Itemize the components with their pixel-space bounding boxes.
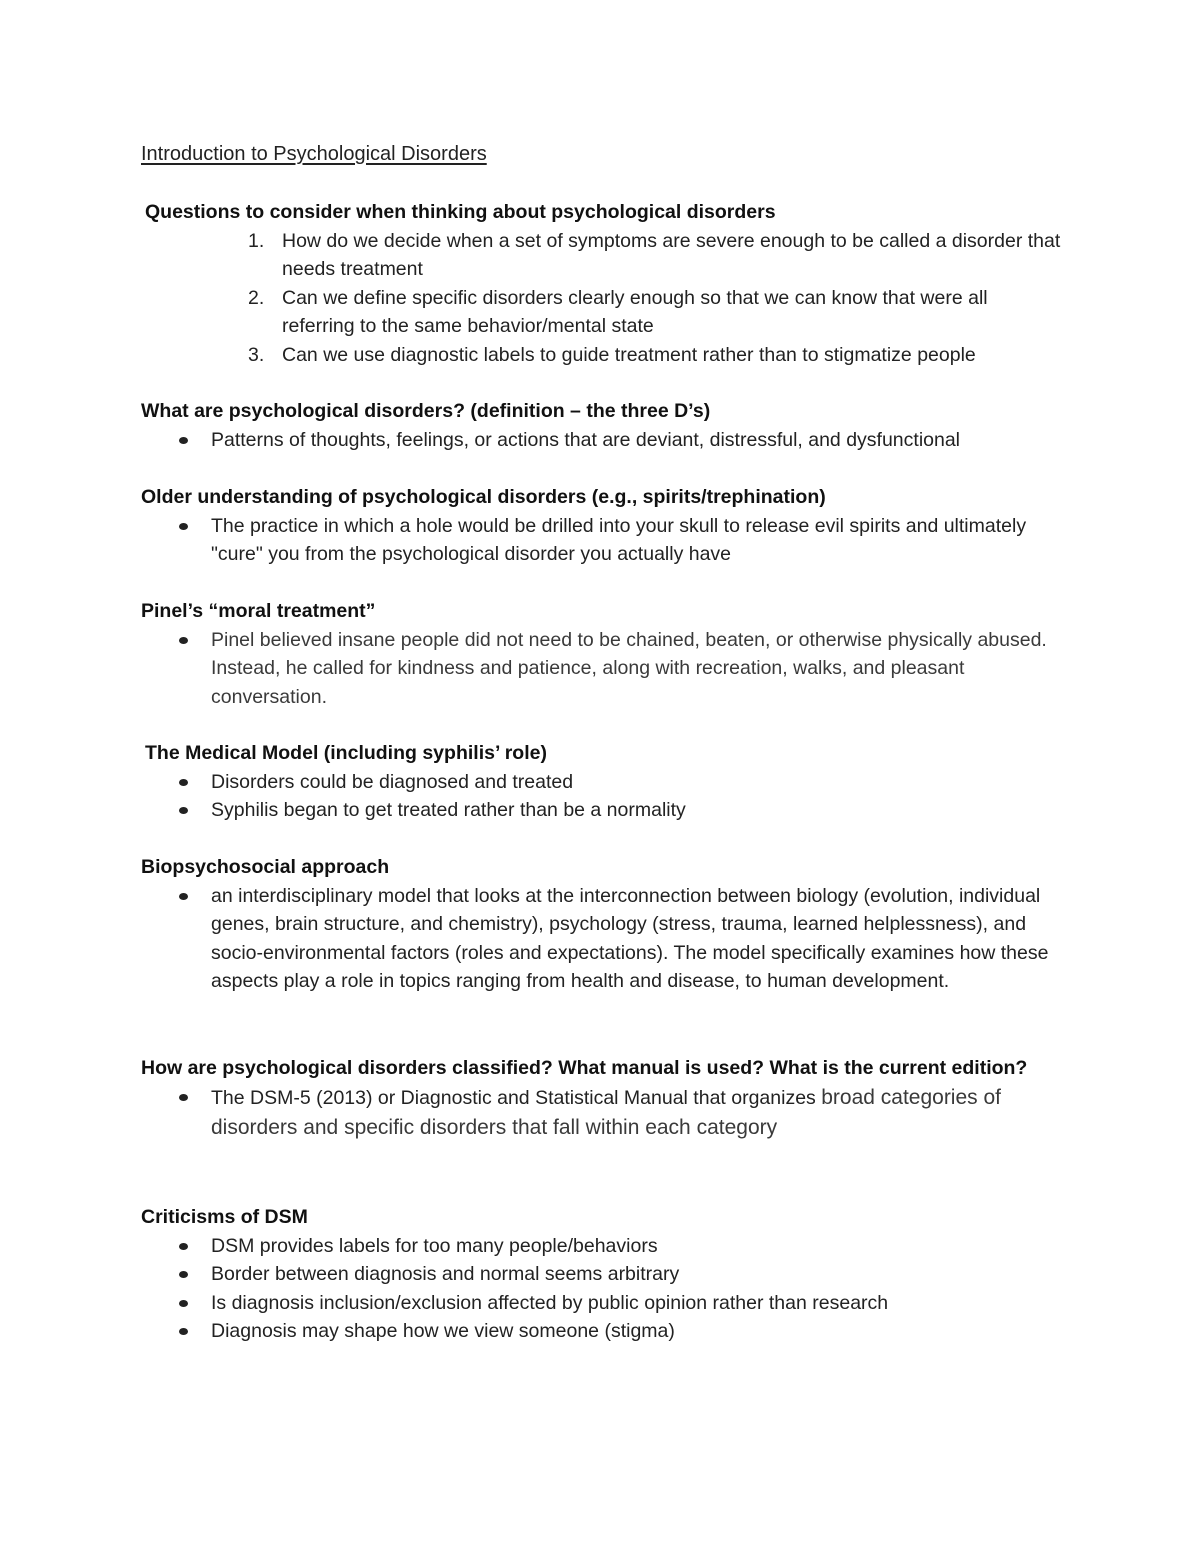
list-item-text: Can we define specific disorders clearly enough so that we can know that were all referring to the same behavior/mental state [282,286,988,337]
section-medical-model [141,739,1061,825]
bullet-icon [179,523,188,530]
list-item [141,768,1061,797]
bullet-list [141,512,1061,569]
bullet-list [141,1232,1061,1346]
section-questions [141,198,1061,369]
section-heading: Pinel’s “moral treatment” [141,600,376,622]
list-item [141,512,1061,569]
section-heading: Questions to consider when thinking about psychological disorders [145,201,776,223]
list-item-text: Is diagnosis inclusion/exclusion affected by public opinion rather than research [211,1291,889,1314]
list-item-text: an interdisciplinary model that looks at the interconnection between biology (evolution, individual genes, brain structure, and chemistry), psychology (stress, trauma, learned helplessness), and socio-environmental factors (roles and expectations). The model specifically examines how these aspects play a role in topics ranging from health and disease, to human development. [211,884,1049,992]
list-item [141,341,1061,370]
bullet-list [141,768,1061,825]
list-item [141,1317,1061,1346]
list-item [141,227,1061,284]
list-number: 2. [248,286,265,309]
list-item-text: Border between diagnosis and normal seems arbitrary [211,1263,680,1285]
bullet-list [141,1083,1061,1143]
section-criticisms [141,1203,1061,1346]
list-item-text: Can we use diagnostic labels to guide treatment rather than to stigmatize people [282,343,976,366]
list-item-text: How do we decide when a set of symptoms are severe enough to be called a disorder that needs treatment [282,229,1061,280]
list-item [141,882,1061,996]
section-definition [141,397,1061,454]
bullet-icon [179,893,188,900]
bullet-list [141,882,1061,996]
list-item [141,1260,1061,1289]
list-item-text: Diagnosis may shape how we view someone (stigma) [211,1320,675,1342]
section-older-understanding [141,483,1061,569]
list-item [141,1232,1061,1261]
bullet-icon [179,807,188,814]
list-item [141,626,1061,712]
section-heading: The Medical Model (including syphilis’ role) [145,742,547,764]
list-item-text: Pinel believed insane people did not need to be chained, beaten, or otherwise physically abused. Instead, he called for kindness and patience, along with recreation, walks, and pleasant conversation. [211,628,1047,708]
bullet-icon [179,779,188,786]
list-item-text: The practice in which a hole would be drilled into your skull to release evil spirits and ultimately "cure" you from the psychological disorder you actually have [211,514,1027,565]
numbered-list [141,227,1061,370]
list-item [141,284,1061,341]
list-item [141,1289,1061,1318]
bullet-icon [179,437,188,444]
bullet-icon [179,1243,188,1250]
section-heading: Criticisms of DSM [141,1206,308,1228]
list-number: 3. [248,343,265,366]
list-item-text: DSM provides labels for too many people/behaviors [211,1234,658,1257]
bullet-icon [179,1094,188,1101]
bullet-list [141,426,1061,455]
bullet-icon [179,1300,188,1307]
document-title: Introduction to Psychological Disorders [141,143,487,165]
list-item-text-part2: broad categories of disorders and specific disorders that fall within each category [211,1085,1002,1139]
bullet-icon [179,637,188,644]
section-heading: How are psychological disorders classified? What manual is used? What is the current edition? [141,1057,1028,1079]
list-item [141,796,1061,825]
list-item-text: Syphilis began to get treated rather than be a normality [211,799,686,821]
section-pinel [141,597,1061,711]
section-classification [141,1054,1061,1143]
list-number: 1. [248,229,265,252]
section-heading: Older understanding of psychological disorders (e.g., spirits/trephination) [141,486,826,508]
list-item [141,1083,1061,1143]
list-item-text: Disorders could be diagnosed and treated [211,770,574,793]
section-heading: Biopsychosocial approach [141,856,390,878]
list-item-text: Patterns of thoughts, feelings, or actions that are deviant, distressful, and dysfunctional [211,428,961,451]
bullet-list [141,626,1061,712]
section-biopsychosocial [141,853,1061,996]
list-item-text-part1: The DSM-5 (2013) or Diagnostic and Statistical Manual that organizes [211,1086,822,1109]
section-heading: What are psychological disorders? (definition – the three D’s) [141,400,711,422]
bullet-icon [179,1328,188,1335]
list-item [141,426,1061,455]
bullet-icon [179,1271,188,1278]
